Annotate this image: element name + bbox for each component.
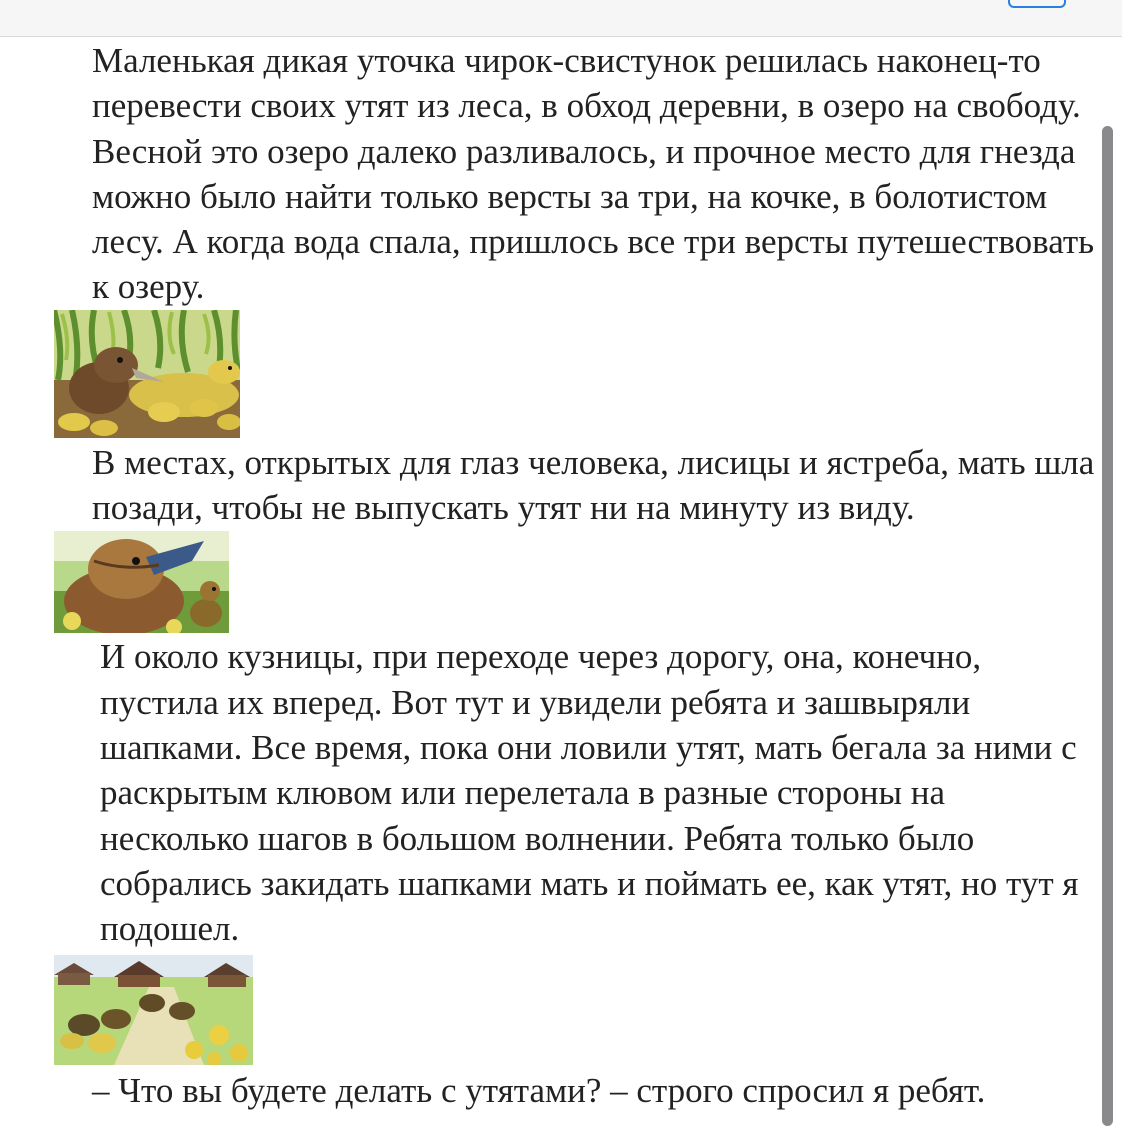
paragraph-1: Маленькая дикая уточка чирок-свистунок решилась наконец-то перевести своих утят из леса, в обход деревни, в озеро на свободу. Весной это озеро далеко разливалось, и прочное место для гнезда можно было найти только версты за три, на кочке, в болотистом лесу. А когда вода спала, пришлось все три версты путешествовать к озеру.: [92, 41, 1095, 307]
paragraph-4: – Что вы будете делать с утятами? – строго спросил я ребят.: [92, 1071, 986, 1111]
browser-toolbar: [0, 0, 1122, 37]
ducklings-road-illustration: [54, 955, 253, 1065]
paragraph-2: В местах, открытых для глаз человека, лисицы и ястреба, мать шла позади, чтобы не выпускать утят ни на минуту из виду.: [92, 442, 1095, 528]
scrollbar[interactable]: [1102, 126, 1113, 1126]
story-text: [54, 36, 1100, 1114]
toolbar-button[interactable]: [1008, 0, 1066, 8]
paragraph-3: И около кузницы, при переходе через дорогу, она, конечно, пустила их вперед. Вот тут и увидели ребята и зашвыряли шапками. Все время, пока они ловили утят, мать бегала за ними с раскрытым клювом или перелетала в разные стороны на несколько шагов в большом волнении. Ребята только было собрались закидать шапками мать и поймать ее, как утят, но тут я подошел.: [100, 637, 1079, 949]
mother-duck-illustration: [54, 531, 229, 633]
duck-nest-illustration: [54, 310, 240, 438]
